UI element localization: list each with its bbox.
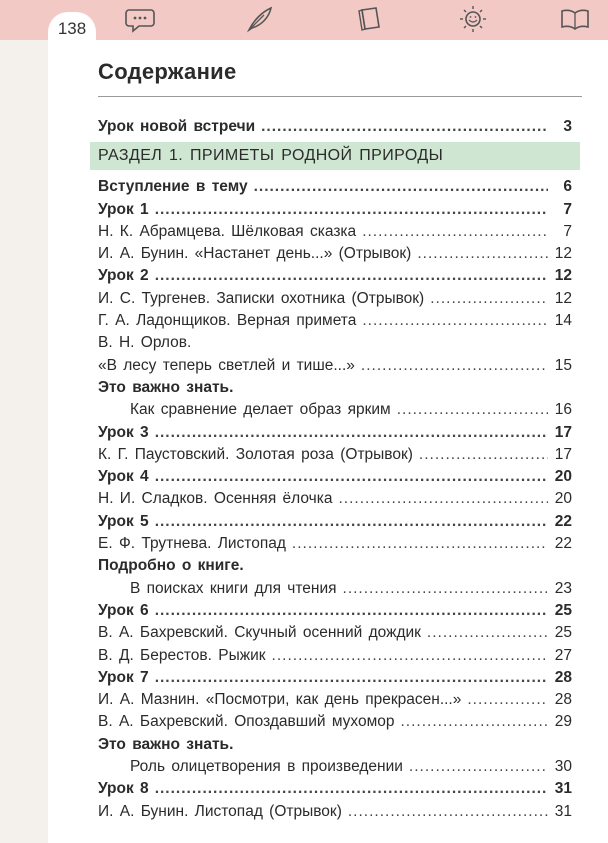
dot-leader [272, 645, 548, 667]
page-number: 138 [48, 12, 96, 50]
toc-entry [98, 221, 572, 243]
toc-entry-page: 15 [554, 356, 572, 374]
toc-entry [98, 689, 572, 711]
toc-entry [98, 801, 572, 823]
dot-leader [338, 488, 548, 510]
toc-entry-label: Н. И. Сладков. Осенняя ёлочка [98, 490, 333, 508]
table-of-contents [98, 116, 572, 823]
dot-leader [155, 778, 548, 800]
toc-entry-page: 3 [563, 118, 572, 135]
toc-entry-label: Урок 3 [98, 423, 149, 441]
toc-entry [98, 511, 572, 533]
toc-entry [98, 332, 572, 354]
dot-leader [419, 444, 548, 466]
toc-entry-label: Е. Ф. Трутнева. Листопад [98, 535, 286, 553]
toc-entry-page: 30 [554, 758, 572, 776]
toc-entry-page: 25 [554, 601, 572, 619]
toc-entry [98, 444, 572, 466]
toc-entry-page: 31 [554, 802, 572, 820]
toc-entry-page: 12 [554, 289, 572, 307]
dot-leader [261, 116, 548, 138]
toc-entry-page: 28 [554, 668, 572, 686]
toc-entry-label: В. Д. Берестов. Рыжик [98, 646, 266, 664]
toc-entry [98, 600, 572, 622]
dot-leader [155, 511, 548, 533]
dot-leader [155, 199, 548, 221]
toc-entry-label: Это важно знать. [98, 378, 234, 396]
dot-leader [362, 221, 548, 243]
toc-entry-page: 7 [563, 222, 572, 240]
toc-entry [98, 756, 572, 778]
speech-bubble-icon [125, 5, 155, 33]
toc-entry-label: К. Г. Паустовский. Золотая роза (Отрывок) [98, 445, 413, 463]
toc-entry-label: В. А. Бахревский. Скучный осенний дождик [98, 624, 421, 642]
toc-entry-label: И. А. Мазнин. «Посмотри, как день прекрасен...» [98, 691, 462, 709]
toc-entry-page: 27 [554, 646, 572, 664]
dot-leader [467, 689, 548, 711]
toc-entry [98, 622, 572, 644]
toc-entry-page: 31 [554, 780, 572, 798]
dot-leader [361, 355, 548, 377]
toc-entry [98, 422, 572, 444]
toc-entry [98, 533, 572, 555]
dot-leader [417, 243, 548, 265]
toc-entry-label: И. А. Бунин. Листопад (Отрывок) [98, 802, 342, 820]
toc-entry-label: Урок 4 [98, 468, 149, 486]
dot-leader [155, 422, 548, 444]
toc-entry [98, 243, 572, 265]
toc-entry [98, 466, 572, 488]
dot-leader [348, 801, 548, 823]
feather-icon [244, 5, 274, 33]
toc-entry-page: 17 [554, 423, 572, 441]
toc-entry [98, 116, 572, 138]
dot-leader [155, 265, 548, 287]
dot-leader [155, 667, 548, 689]
dot-leader [155, 466, 548, 488]
toc-entry-page: 20 [554, 468, 572, 486]
dot-leader [401, 711, 549, 733]
toc-entry-label: И. С. Тургенев. Записки охотника (Отрывок) [98, 289, 425, 307]
toc-entry-label: Урок 7 [98, 668, 149, 686]
toc-entry-page: 17 [554, 445, 572, 463]
toc-entry [98, 555, 572, 577]
toc-entry-page: 16 [554, 401, 572, 419]
dot-leader [292, 533, 548, 555]
toc-entry-label: Урок 1 [98, 200, 149, 218]
toc-entry-label: Вступление в тему [98, 178, 248, 196]
toc-entry-page: 29 [554, 713, 572, 731]
toc-entry [98, 355, 572, 377]
toc-entry [98, 711, 572, 733]
toc-entry [98, 667, 572, 689]
toc-entry [98, 288, 572, 310]
toc-entry-label: Урок 6 [98, 601, 149, 619]
title-divider [98, 96, 582, 97]
toc-entry-page: 12 [554, 267, 572, 285]
page-title: Содержание [98, 59, 237, 84]
toc-entry-label: Роль олицетворения в произведении [130, 758, 403, 776]
dot-leader [343, 578, 548, 600]
toc-entry [98, 488, 572, 510]
toc-entry-page: 25 [554, 624, 572, 642]
toc-entry-label: Н. К. Абрамцева. Шёлковая сказка [98, 222, 357, 240]
dot-leader [397, 399, 548, 421]
toc-entry-page: 28 [554, 691, 572, 709]
toc-entry [98, 578, 572, 600]
toc-entry [98, 199, 572, 221]
toc-entry [98, 265, 572, 287]
dot-leader [155, 600, 548, 622]
toc-entry [98, 399, 572, 421]
toc-entry [98, 734, 572, 756]
toc-entry [98, 377, 572, 399]
toc-entry-label: Урок 5 [98, 512, 149, 530]
toc-entry-label: Урок 8 [98, 780, 149, 798]
toc-entry-page: 22 [554, 535, 572, 553]
toc-entry-label: Г. А. Ладонщиков. Верная примета [98, 312, 357, 330]
toc-entry-page: 22 [554, 512, 572, 530]
dot-leader [254, 176, 548, 198]
toc-entry-label: РАЗДЕЛ 1. ПРИМЕТЫ РОДНОЙ ПРИРОДЫ [98, 147, 444, 165]
toc-entry-label: В поисках книги для чтения [130, 579, 337, 597]
toc-entry [98, 310, 572, 332]
toc-entry-label: Урок 2 [98, 267, 149, 285]
toc-entry-label: В. Н. Орлов. [98, 334, 192, 352]
toc-entry-page: 23 [554, 579, 572, 597]
toc-entry-page: 14 [554, 312, 572, 330]
toc-entry-label: Как сравнение делает образ ярким [130, 401, 391, 419]
dot-leader [409, 756, 548, 778]
toc-entry-label: Это важно знать. [98, 735, 234, 753]
sun-icon [458, 5, 488, 33]
toc-entry-page: 20 [554, 490, 572, 508]
toc-entry-label: И. А. Бунин. «Настанет день...» (Отрывок) [98, 245, 412, 263]
toc-entry-page: 7 [563, 200, 572, 218]
toc-entry [98, 778, 572, 800]
toc-entry-page: 12 [554, 245, 572, 263]
dot-leader [427, 622, 548, 644]
toc-entry-label: «В лесу теперь светлей и тише...» [98, 356, 355, 374]
open-book-icon [560, 5, 590, 33]
dot-leader [362, 310, 548, 332]
book-icon [355, 5, 385, 33]
section-heading [90, 142, 580, 170]
toc-entry-label: В. А. Бахревский. Опоздавший мухомор [98, 713, 395, 731]
toc-entry [98, 176, 572, 198]
toc-entry-label: Урок новой встречи [98, 118, 256, 135]
toc-entry [98, 645, 572, 667]
dot-leader [430, 288, 548, 310]
toc-entry-page: 6 [563, 178, 572, 196]
toc-entry-label: Подробно о книге. [98, 557, 244, 575]
